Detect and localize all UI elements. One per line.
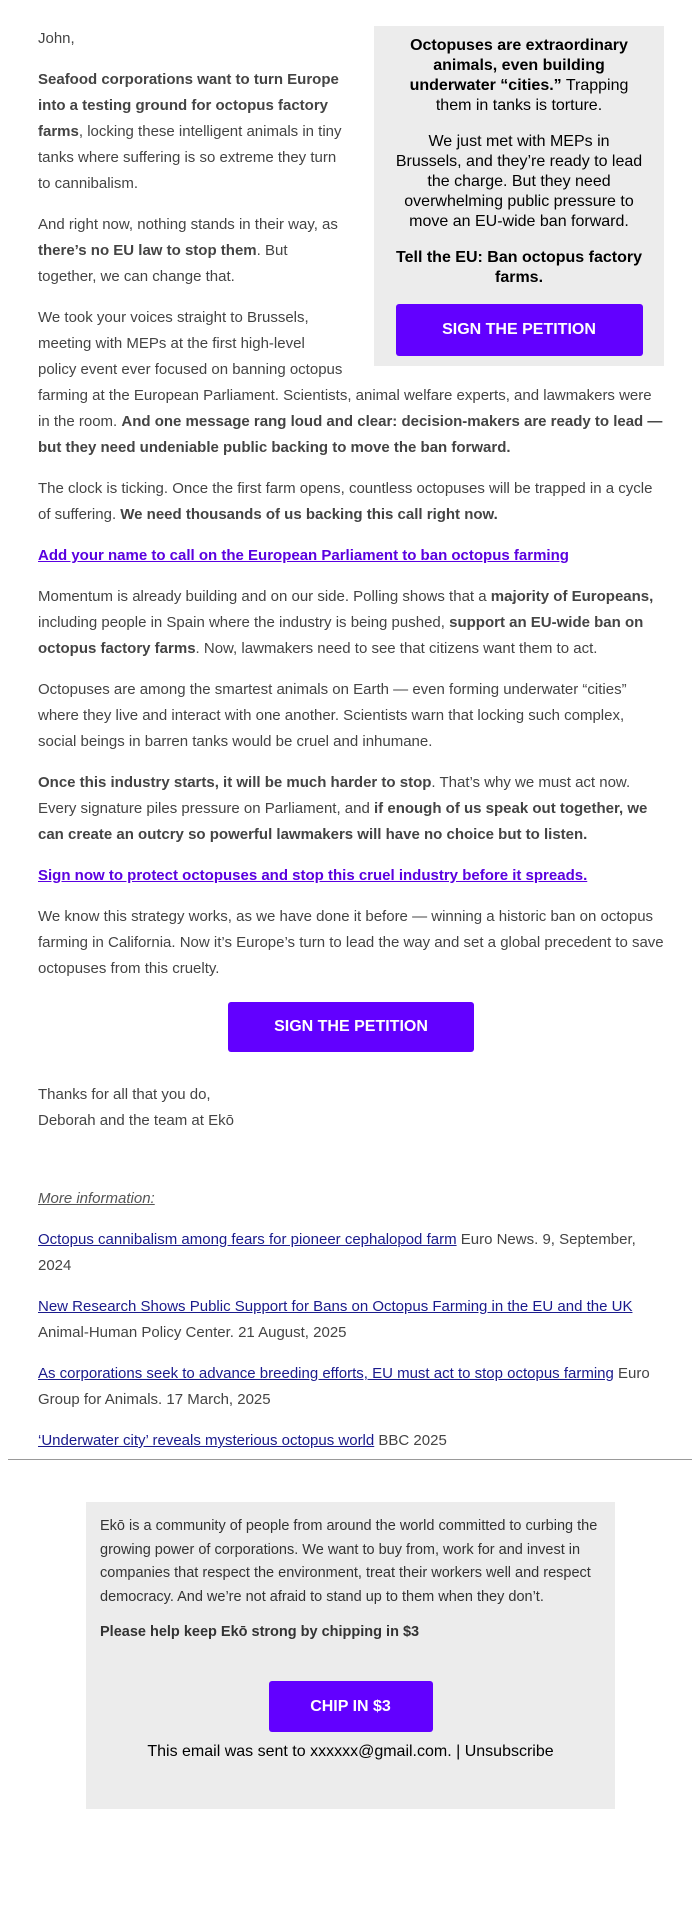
reference-source: Euro Group for Animals. 17 March, 2025 [38,1365,650,1408]
petition-sidebox [374,26,664,366]
footer-box [86,1502,615,1809]
reference-source: BBC 2025 [374,1432,447,1449]
text: including people in Spain where the industry is being pushed, [38,614,450,631]
more-information-label: More information: [38,1190,155,1207]
footer-about: Ekō is a community of people from around the world committed to curbing the growing power of corporations. We want to buy from, work for and invest in companies that respect the environment, treat their workers well and respect democracy. And we’re not afraid to stand up to them when they don’t. [100,1518,598,1605]
sidebox-intro-bold: Octopuses are extraordinary animals, even building underwater “cities.” [409,37,628,94]
sent-to-text: This email was sent to xxxxxx@gmail.com. | [147,1742,465,1760]
footer-ask-text: Please help keep Ekō strong by chipping in $3 [100,1624,420,1640]
sent-to-line [100,1740,601,1764]
text: Momentum is already building and on our side. Polling shows that a [38,588,491,605]
sign-petition-button-top[interactable]: SIGN THE PETITION [396,304,643,356]
sign-now-link[interactable]: Sign now to protect octopuses and stop this cruel industry before it spreads. [38,867,588,884]
text-bold: there’s no EU law to stop them [38,242,257,259]
reference-source: Animal-Human Policy Center. 21 August, 2025 [38,1324,347,1341]
reference-item [38,1227,664,1279]
sign-petition-button[interactable]: SIGN THE PETITION [228,1002,474,1052]
reference-link[interactable]: ‘Underwater city’ reveals mysterious octopus world [38,1432,375,1449]
text: And right now, nothing stands in their way, as [38,216,338,233]
footer-divider [8,1459,692,1460]
text-bold: support an EU-wide ban on octopus factory farms [38,614,644,657]
sidebox-text: We just met with MEPs in Brussels, and they’re ready to lead the charge. But they need overwhelming public pressure to move an EU-wide ban forward. [395,133,643,230]
reference-link[interactable]: New Research Shows Public Support for Bans on Octopus Farming in the EU and the UK [38,1298,633,1315]
text-bold: And one message rang loud and clear: decision-makers are ready to lead — but they need undeniable public backing to move the ban forward. [38,413,663,456]
text: The clock is ticking. Once the first farm opens, countless octopuses will be trapped in a cycle of suffering. [38,480,653,523]
text: , locking these intelligent animals in tiny tanks where suffering is so extreme they turn to cannibalism. [38,123,342,192]
sidebox-callout [394,248,644,288]
unsubscribe-link[interactable]: Unsubscribe [464,1742,554,1760]
reference-item [38,1361,664,1413]
reference-link[interactable]: As corporations seek to advance breeding efforts, EU must act to stop octopus farming [38,1365,614,1382]
text: . That’s why we must act now. Every signature piles pressure on Parliament, and [38,774,631,817]
greeting: John, [38,30,75,47]
text-bold: Seafood corporations want to turn Europe into a testing ground for octopus factory farms [38,71,339,140]
reference-item [38,1294,664,1346]
text-bold: Once this industry starts, it will be much harder to stop [38,774,432,791]
paragraph-6: Octopuses are among the smartest animals on Earth — even forming underwater “cities” where they live and interact with one another. Scientists warn that locking such complex, social beings in barren tanks would be cruel and inhumane. [38,681,627,750]
signoff-signature: Deborah and the team at Ekō [38,1112,234,1129]
text: . Now, lawmakers need to see that citizens want them to act. [195,640,598,657]
paragraph-5 [38,584,664,662]
text-bold: We need thousands of us backing this call right now. [120,506,498,523]
reference-link[interactable]: Octopus cannibalism among fears for pioneer cephalopod farm [38,1231,457,1248]
text: . But together, we can change that. [38,242,288,285]
sidebox-callout-text: Tell the EU: Ban octopus factory farms. [396,249,642,286]
sidebox-intro-rest: Trapping them in tanks is torture. [435,77,629,114]
email-body [38,26,664,1469]
signoff [38,1082,664,1134]
text-bold: if enough of us speak out together, we can create an outcry so powerful lawmakers will have no choice but to listen. [38,800,648,843]
reference-item [38,1428,664,1454]
text-bold: majority of Europeans, [490,588,654,605]
footer-ask [100,1621,601,1645]
paragraph-4 [38,476,664,528]
add-name-link[interactable]: Add your name to call on the European Parliament to ban octopus farming [38,547,569,564]
text: We took your voices straight to Brussels, meeting with MEPs at the first high-level policy event ever focused on banning octopus farming at the European Parliament. Scientists, animal welfare experts, and lawmakers were in the room. [38,309,652,430]
reference-source: Euro News. 9, September, 2024 [38,1231,636,1274]
chip-in-button[interactable]: CHIP IN $3 [269,1681,433,1732]
paragraph-8: We know this strategy works, as we have done it before — winning a historic ban on octopus farming in California. Now it’s Europe’s turn to lead the way and set a global precedent to save octopuses from this cruelty. [38,908,664,977]
signoff-line: Thanks for all that you do, [38,1086,211,1103]
paragraph-7 [38,770,664,848]
sidebox-intro [394,36,644,116]
